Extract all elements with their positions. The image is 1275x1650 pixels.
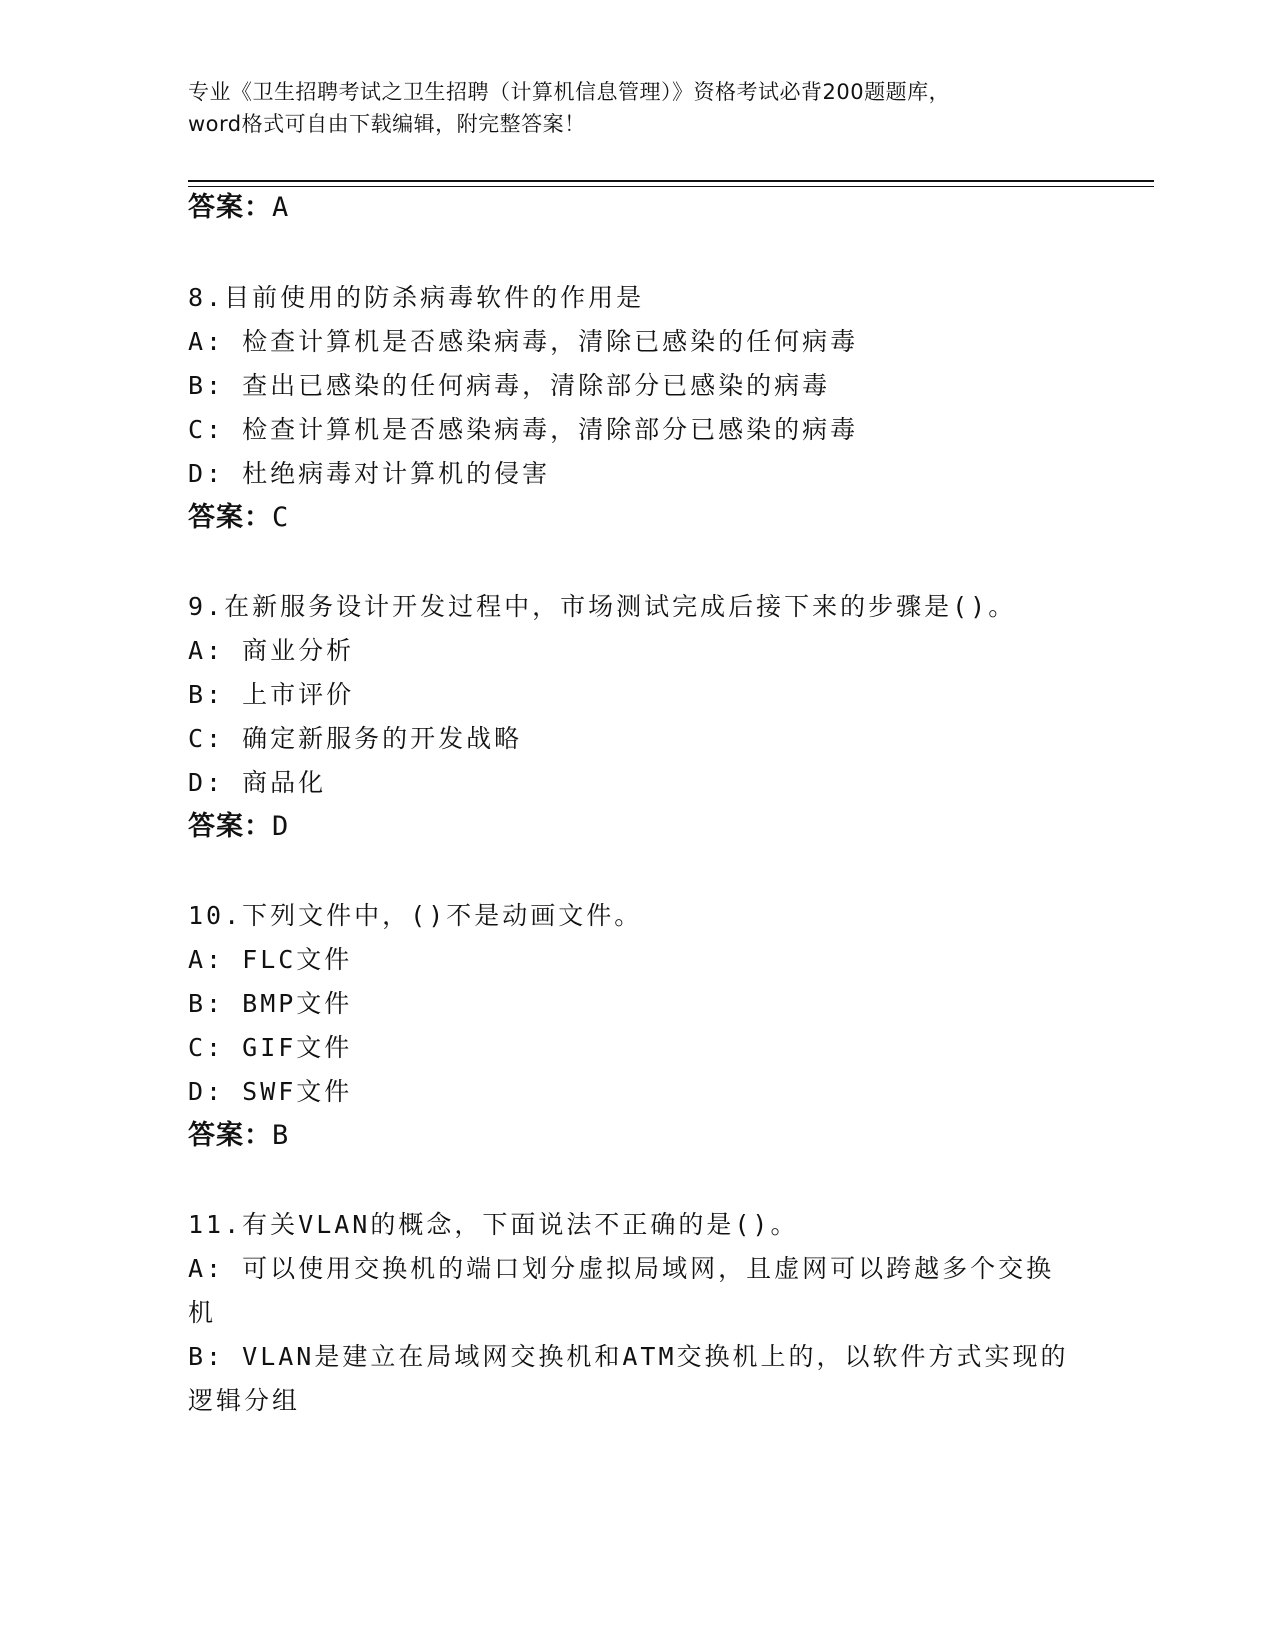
option-c: C: 检查计算机是否感染病毒，清除部分已感染的病毒 [188,415,859,444]
header-title-line-2: word格式可自由下载编辑，附完整答案！ [188,112,586,136]
option-b: B: 上市评价 [188,680,355,709]
answer-label: 答案： [188,502,272,533]
question-stem: 9.在新服务设计开发过程中，市场测试完成后接下来的步骤是()。 [188,592,1017,621]
option-b-continued: 逻辑分组 [188,1386,301,1415]
answer-line [188,503,289,533]
answer-line [188,193,289,223]
answer-value: A [272,192,290,223]
option-d: D: 杜绝病毒对计算机的侵害 [188,459,551,488]
option-c: C: 确定新服务的开发战略 [188,724,523,753]
option-b: B: 查出已感染的任何病毒，清除部分已感染的病毒 [188,371,831,400]
answer-label: 答案： [188,811,272,842]
option-d: D: 商品化 [188,768,327,797]
option-a: A: 检查计算机是否感染病毒，清除已感染的任何病毒 [188,327,859,356]
answer-line [188,812,289,842]
question-stem: 10.下列文件中，()不是动画文件。 [188,901,643,930]
header-rule-thin [188,186,1154,187]
option-a: A: 可以使用交换机的端口划分虚拟局域网，且虚网可以跨越多个交换 [188,1254,1055,1283]
answer-value: B [272,1120,290,1151]
answer-label: 答案： [188,1120,272,1151]
option-d: D: SWF文件 [188,1077,353,1106]
question-stem: 11.有关VLAN的概念，下面说法不正确的是()。 [188,1210,799,1239]
answer-value: C [272,502,290,533]
option-a: A: 商业分析 [188,636,355,665]
option-a-continued: 机 [188,1298,217,1327]
option-c: C: GIF文件 [188,1033,353,1062]
option-a: A: FLC文件 [188,945,353,974]
question-stem: 8.目前使用的防杀病毒软件的作用是 [188,283,645,312]
option-b: B: VLAN是建立在局域网交换机和ATM交换机上的，以软件方式实现的 [188,1342,1069,1371]
answer-value: D [272,811,290,842]
header-rule-thick [188,180,1154,182]
answer-label: 答案： [188,192,272,223]
option-b: B: BMP文件 [188,989,353,1018]
header-title-line-1: 专业《卫生招聘考试之卫生招聘（计算机信息管理）》资格考试必背200题题库， [188,80,951,104]
answer-line [188,1121,289,1151]
